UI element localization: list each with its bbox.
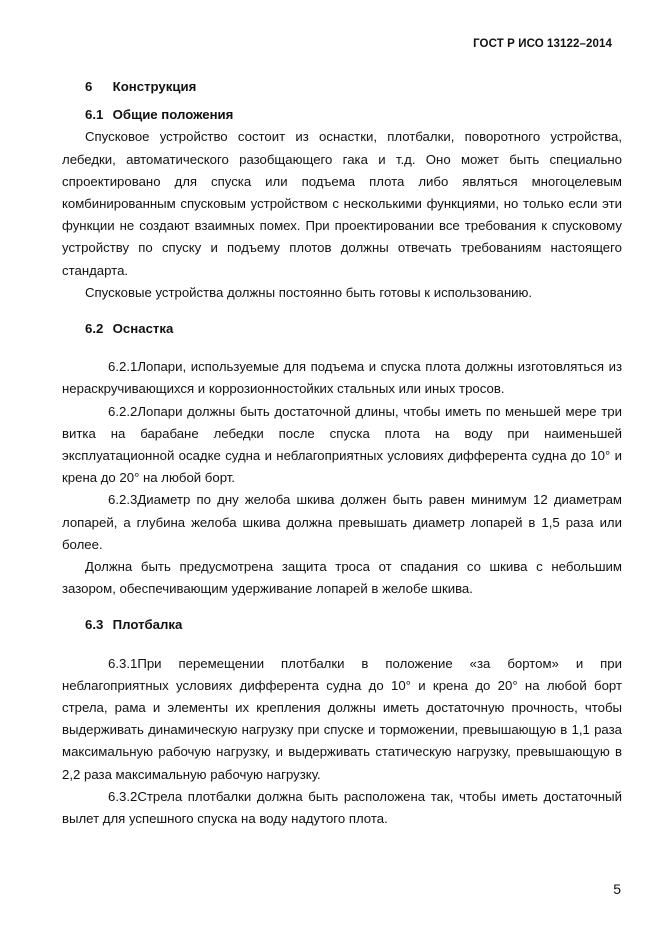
clause-6-3-2 (62, 786, 622, 830)
clause-text: При перемещении плотбалки в положение «за бортом» и при неблагоприятных условиях дифферента судна до 10° и крена до 20° на любой борт стрела, рама и элементы их крепления должны иметь достаточную прочность, чтобы выдерживать динамическую нагрузку при спуске и торможении, превышающую в 1,1 раза максимальную рабочую нагрузку, и выдерживать статическую нагрузку, превышающую в 2,2 раза максимальную рабочую нагрузку. (62, 655, 622, 782)
clause-6-2-2 (62, 401, 622, 490)
clause-text: Лопари, используемые для подъема и спуска плота должны изготовляться из нераскручивающихся и коррозионностойких стальных или иных тросов. (62, 359, 622, 397)
page-content (62, 76, 622, 830)
clause-text: Лопари должны быть достаточной длины, чтобы иметь по меньшей мере три витка на барабане лебедки после спуска плота на воду при наименьшей эксплуатационной осадке судна и неблагоприятных условиях дифферента судна до 10° и крена до 20° на любой борт. (62, 403, 622, 486)
subsection-heading-6-2 (62, 318, 622, 340)
subsection-title: Плотбалка (112, 617, 183, 633)
subsection-number: 6.3 (85, 617, 104, 633)
paragraph-6-1-2: Спусковые устройства должны постоянно быть готовы к использованию. (85, 284, 533, 300)
standard-designation: ГОСТ Р ИСО 13122–2014 (473, 38, 612, 50)
subsection-title: Оснастка (112, 321, 174, 337)
clause-number: 6.2.2 (108, 403, 138, 419)
clause-number: 6.2.3 (108, 492, 138, 508)
clause-6-2-1 (62, 356, 622, 400)
clause-6-3-1 (62, 653, 622, 786)
paragraph-6-1-1: Спусковое устройство состоит из оснастки, плотбалки, поворотного устройства, лебедки, автоматического разобщающего гака и т.д. Оно может быть специально спроектировано для спуска или подъема плота либо являться многоцелевым комбинированным спусковым устройством с несколькими функциями, но только если эти функции не создают взаимных помех. При проектировании все требования к спусковому устройству по спуску и подъему плотов должны отвечать требованиям настоящего стандарта. (62, 129, 622, 278)
clause-number: 6.3.1 (108, 655, 138, 671)
paragraph-6-2-note: Должна быть предусмотрена защита троса от спадания со шкива с небольшим зазором, обеспечивающим удерживание лопарей в желобе шкива. (62, 559, 622, 597)
section-number: 6 (85, 79, 93, 94)
subsection-heading-6-1 (62, 104, 622, 126)
section-title: Конструкция (112, 79, 197, 94)
clause-text: Диаметр по дну желоба шкива должен быть равен минимум 12 диаметрам лопарей, а глубина желоба шкива должна превышать диаметр лопарей в 1,5 раза или более. (62, 492, 622, 552)
subsection-title: Общие положения (112, 107, 234, 123)
subsection-heading-6-3 (62, 614, 622, 636)
section-heading-6 (62, 76, 622, 98)
clause-number: 6.3.2 (108, 788, 138, 804)
clause-6-2-3 (62, 489, 622, 556)
clause-text: Стрела плотбалки должна быть расположена так, чтобы иметь достаточный вылет для успешного спуска на воду надутого плота. (62, 788, 622, 827)
page-number: 5 (613, 881, 621, 897)
subsection-number: 6.2 (85, 321, 104, 337)
clause-number: 6.2.1 (108, 359, 138, 375)
subsection-number: 6.1 (85, 107, 104, 123)
